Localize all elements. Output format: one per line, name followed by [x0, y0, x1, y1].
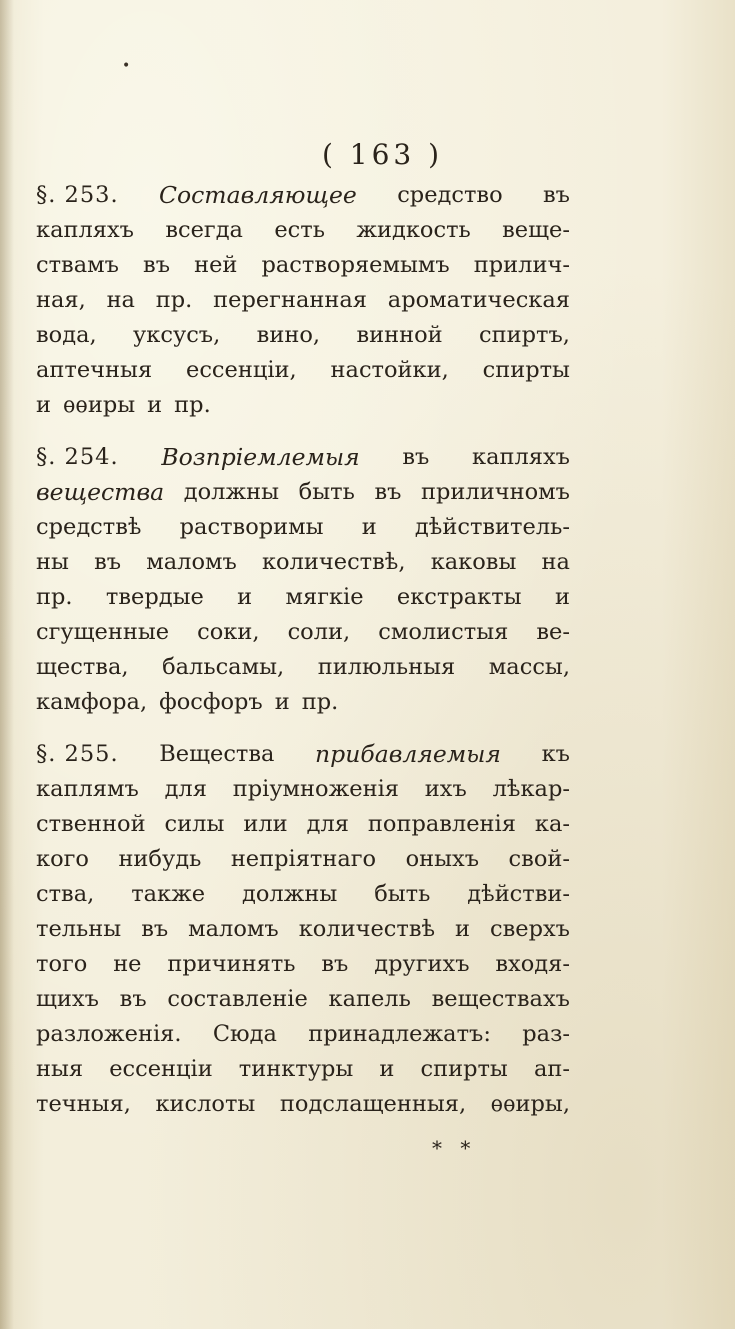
word: екстракты	[396, 584, 522, 610]
word: и	[237, 584, 253, 610]
word: ессенціи	[109, 1056, 213, 1082]
word: силы	[164, 811, 225, 837]
text-line	[36, 650, 570, 685]
paragraph	[36, 440, 570, 720]
word: маломъ	[188, 916, 279, 942]
word: веще-	[502, 217, 570, 243]
word: фосфоръ	[159, 689, 263, 715]
word: средство	[397, 182, 503, 208]
word: пр.	[174, 392, 211, 418]
word: средствѣ	[36, 514, 142, 540]
word: дѣйствитель-	[414, 514, 570, 540]
word: ная,	[36, 287, 86, 313]
text-line	[36, 178, 570, 213]
word: другихъ	[374, 951, 470, 977]
word: уксусъ,	[133, 322, 221, 348]
word: приличномъ	[421, 479, 570, 505]
text-line	[36, 1087, 570, 1122]
word: для	[306, 811, 349, 837]
word: сверхъ	[490, 916, 570, 942]
word: должны	[183, 479, 280, 505]
word: бальсамы,	[162, 654, 285, 680]
word: каковы	[430, 549, 517, 575]
word: не	[113, 951, 142, 977]
word: причинять	[167, 951, 296, 977]
word: того	[36, 951, 88, 977]
word: аптечныя	[36, 357, 153, 383]
text-line	[36, 1052, 570, 1087]
word: поправленія	[367, 811, 516, 837]
word: Вещества	[159, 741, 275, 767]
section-number: §. 255.	[36, 741, 119, 767]
word: въ	[321, 951, 349, 977]
word: количествѣ,	[261, 549, 406, 575]
ink-speck: •	[122, 58, 131, 74]
italic-term: Составляющее	[159, 181, 357, 209]
text-line	[36, 772, 570, 807]
text-line	[36, 877, 570, 912]
word: пр.	[155, 287, 193, 313]
section-number: §. 253.	[36, 182, 119, 208]
word: ессенціи,	[186, 357, 297, 383]
word: для	[164, 776, 207, 802]
word: капель	[328, 986, 411, 1012]
word: настойки,	[330, 357, 449, 383]
word: ве-	[536, 619, 570, 645]
word: спирты	[482, 357, 570, 383]
word: твердые	[105, 584, 204, 610]
word: оныхъ	[405, 846, 480, 872]
word: растворимы	[179, 514, 324, 540]
section-number: §. 254.	[36, 444, 119, 470]
text-line	[36, 947, 570, 982]
word: въ	[119, 986, 147, 1012]
word: количествѣ	[298, 916, 436, 942]
text-line	[36, 685, 570, 720]
text-line	[36, 353, 570, 388]
word: быть	[298, 479, 355, 505]
word: въ	[374, 479, 402, 505]
word: входя-	[495, 951, 570, 977]
word: въ	[143, 252, 171, 278]
word: пилюльныя	[317, 654, 456, 680]
word: пр.	[36, 584, 73, 610]
word: сгущенные	[36, 619, 170, 645]
word: ствамъ	[36, 252, 119, 278]
text-line	[36, 615, 570, 650]
word: ап-	[533, 1056, 570, 1082]
word: нибудь	[118, 846, 202, 872]
text-line	[36, 807, 570, 842]
word: спирты	[420, 1056, 508, 1082]
text-line	[36, 283, 570, 318]
word: и	[361, 514, 377, 540]
word: растворяемымъ	[261, 252, 450, 278]
word: и	[36, 392, 51, 418]
word: спиртъ,	[479, 322, 570, 348]
word: всегда	[165, 217, 243, 243]
paragraph	[36, 178, 570, 423]
word: прилич-	[473, 252, 570, 278]
word: ка-	[534, 811, 570, 837]
word: перегнанная	[213, 287, 367, 313]
italic-term: Возпріемлемыя	[161, 443, 360, 471]
word: маломъ	[146, 549, 237, 575]
word: раз-	[522, 1021, 570, 1047]
text-line	[36, 545, 570, 580]
word: составленіе	[167, 986, 308, 1012]
word: ней	[194, 252, 238, 278]
signature-mark: * *	[432, 1136, 477, 1160]
word: ароматическая	[387, 287, 570, 313]
word: щества,	[36, 654, 129, 680]
word: пр.	[301, 689, 339, 715]
word: веществахъ	[431, 986, 570, 1012]
word: принадлежатъ:	[308, 1021, 491, 1047]
text-line	[36, 982, 570, 1017]
word: ны	[36, 549, 69, 575]
word: соки,	[197, 619, 260, 645]
text-line	[36, 248, 570, 283]
word: и	[455, 916, 471, 942]
text-line	[36, 440, 570, 475]
word: щихъ	[36, 986, 99, 1012]
text-line	[36, 580, 570, 615]
word: дѣйстви-	[467, 881, 570, 907]
page-number: ( 163 )	[321, 138, 444, 171]
word: и	[274, 689, 290, 715]
text-line	[36, 842, 570, 877]
word: ства,	[36, 881, 95, 907]
word: на	[106, 287, 135, 313]
word: быть	[374, 881, 431, 907]
word: разложенія.	[36, 1021, 182, 1047]
text-line	[36, 318, 570, 353]
word: камфора,	[36, 689, 148, 715]
word: ѳѳиры	[63, 392, 136, 418]
word: и	[147, 392, 163, 418]
word: въ	[402, 444, 430, 470]
text-line	[36, 912, 570, 947]
word: тинктуры	[238, 1056, 354, 1082]
word: Сюда	[212, 1021, 277, 1047]
word: капляхъ	[472, 444, 570, 470]
word: есть	[274, 217, 325, 243]
text-line	[36, 1017, 570, 1052]
word: и	[554, 584, 570, 610]
word: въ	[141, 916, 169, 942]
word: также	[131, 881, 206, 907]
word: винной	[356, 322, 443, 348]
paragraph-gap	[36, 423, 570, 440]
word: должны	[242, 881, 338, 907]
word: каплямъ	[36, 776, 139, 802]
word: и	[379, 1056, 395, 1082]
page-gutter-shadow	[0, 0, 14, 1329]
text-line	[36, 213, 570, 248]
paragraph-gap	[36, 720, 570, 737]
word: мягкіе	[285, 584, 364, 610]
word: кого	[36, 846, 89, 872]
body-text	[36, 178, 570, 1122]
word: пріумноженія	[232, 776, 399, 802]
word: массы,	[488, 654, 570, 680]
word: кислоты	[155, 1091, 256, 1117]
word: непріятнаго	[230, 846, 377, 872]
word: къ	[541, 741, 570, 767]
word: ѳѳиры,	[490, 1091, 570, 1117]
text-line	[36, 737, 570, 772]
word: ихъ	[424, 776, 467, 802]
italic-term: прибавляемыя	[315, 740, 501, 768]
word: соли,	[287, 619, 351, 645]
text-line	[36, 475, 570, 510]
word: въ	[94, 549, 122, 575]
word: или	[243, 811, 288, 837]
word: на	[541, 549, 570, 575]
italic-term: вещества	[36, 478, 165, 506]
word: подслащенныя,	[279, 1091, 467, 1117]
word: течныя,	[36, 1091, 131, 1117]
word: смолистыя	[378, 619, 509, 645]
word: вино,	[256, 322, 321, 348]
word: ственной	[36, 811, 146, 837]
word: ныя	[36, 1056, 84, 1082]
word: вода,	[36, 322, 97, 348]
word: лѣкар-	[492, 776, 570, 802]
word: жидкость	[356, 217, 471, 243]
word: капляхъ	[36, 217, 134, 243]
text-line	[36, 510, 570, 545]
paragraph	[36, 737, 570, 1122]
word: въ	[542, 182, 570, 208]
word: тельны	[36, 916, 122, 942]
word: свой-	[508, 846, 570, 872]
text-line	[36, 388, 570, 423]
